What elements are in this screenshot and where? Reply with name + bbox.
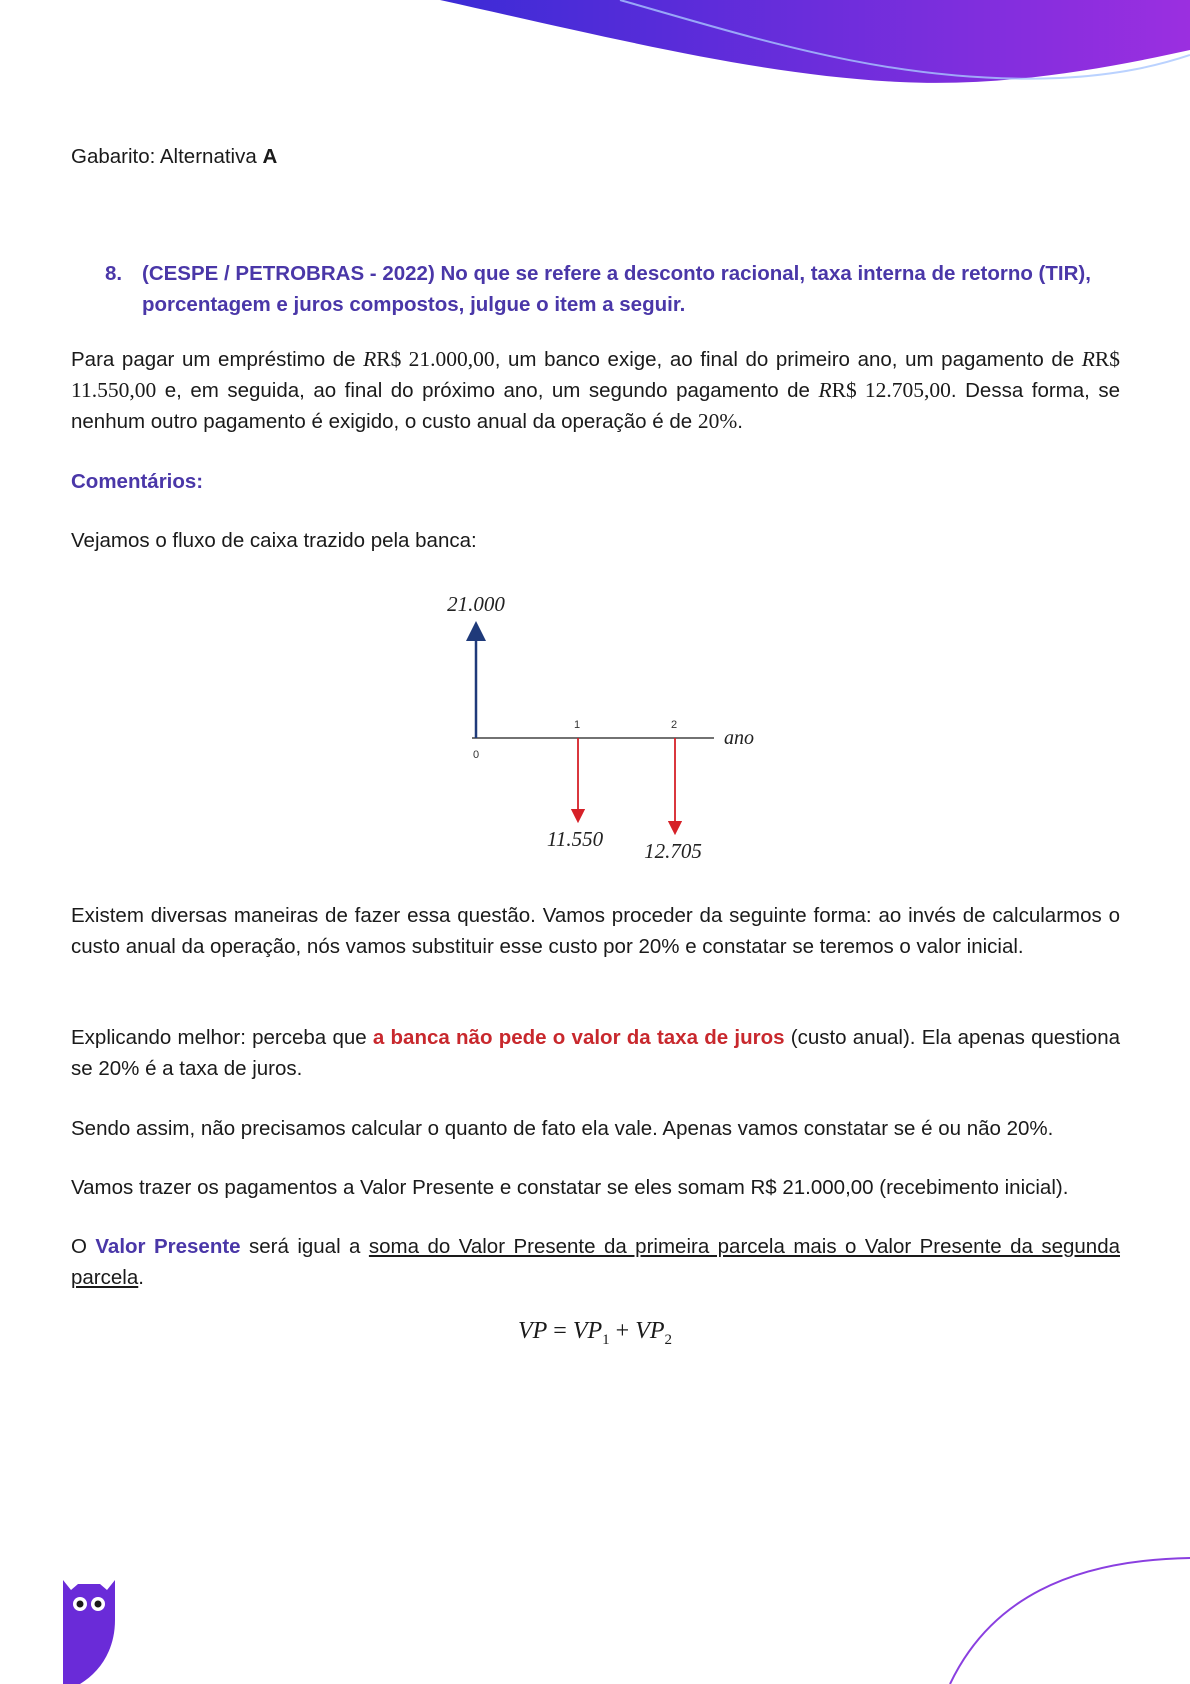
statement-text: . Dessa forma, se nenhum outro pagamento é exigido, o custo anual da operação é de [71,379,1121,433]
first-payment: RR$ 11.550,00 [71,347,1121,402]
highlight-purple: Valor Presente [95,1235,241,1258]
highlight-red: a banca não pede o valor da taxa de juros [372,1026,785,1049]
axis-label: ano [724,727,754,749]
question-number: 8. [105,262,123,285]
question-line-1: (CESPE / PETROBRAS - 2022) No que se refere a desconto racional, taxa interna de retorno (TIR), [142,262,1091,285]
underlined-text: soma do Valor Presente da primeira parcela mais o Valor Presente da segunda parcela [71,1235,1120,1289]
paragraph-5: O Valor Presente será igual a soma do Valor Presente da primeira parcela mais o Valor Presente da segunda parcela. [71,1235,1120,1289]
answer-line [71,141,1120,172]
inflow-label: 21.000 [447,592,505,616]
paragraph-3: Sendo assim, não precisamos calcular o quanto de fato ela vale. Apenas vamos constatar se é ou não 20%. [71,1117,1054,1140]
paragraph-4: Vamos trazer os pagamentos a Valor Presente e constatar se eles somam R$ 21.000,00 (recebimento inicial). [71,1176,1069,1199]
comments-heading: Comentários: [71,470,204,493]
tick-2: 2 [670,719,678,731]
second-payment: RR$ 12.705,00 [818,378,951,402]
rate: 20% [697,409,738,433]
answer-letter: A [262,145,278,168]
tick-1: 1 [573,719,581,731]
statement-text: e, em seguida, ao final do próximo ano, um segundo pagamento de [156,379,819,402]
intro-paragraph: Vejamos o fluxo de caixa trazido pela banca: [71,529,477,552]
outflow-1-label: 11.550 [546,827,604,851]
paragraph-1: Existem diversas maneiras de fazer essa questão. Vamos proceder da seguinte forma: ao invés de calcularmos o custo anual da operação, nós vamos substituir esse custo por 20% e constatar se teremos o valor inicial. [71,904,1120,958]
statement-text: . [737,410,743,433]
question-heading [105,258,1115,320]
answer-prefix: Gabarito: Alternativa [71,145,263,168]
loan-amount: RR$ 21.000,00 [363,347,495,371]
statement-text: , um banco exige, ao final do primeiro ano, um pagamento de [494,348,1082,371]
present-value-formula: VP = $VP_1 + VP_2$ [517,1318,673,1348]
outflow-2-label: 12.705 [644,839,702,863]
question-statement [71,344,1120,437]
tick-0: 0 [472,749,480,761]
header-wave-decoration [0,0,1190,110]
question-line-2: porcentagem e juros compostos, julgue o item a seguir. [142,293,686,316]
statement-text: Para pagar um empréstimo de [71,348,364,371]
paragraph-2: Explicando melhor: perceba que a banca não pede o valor da taxa de juros (custo anual). Ela apenas questiona se 20% é a taxa de juros. [71,1026,1120,1080]
